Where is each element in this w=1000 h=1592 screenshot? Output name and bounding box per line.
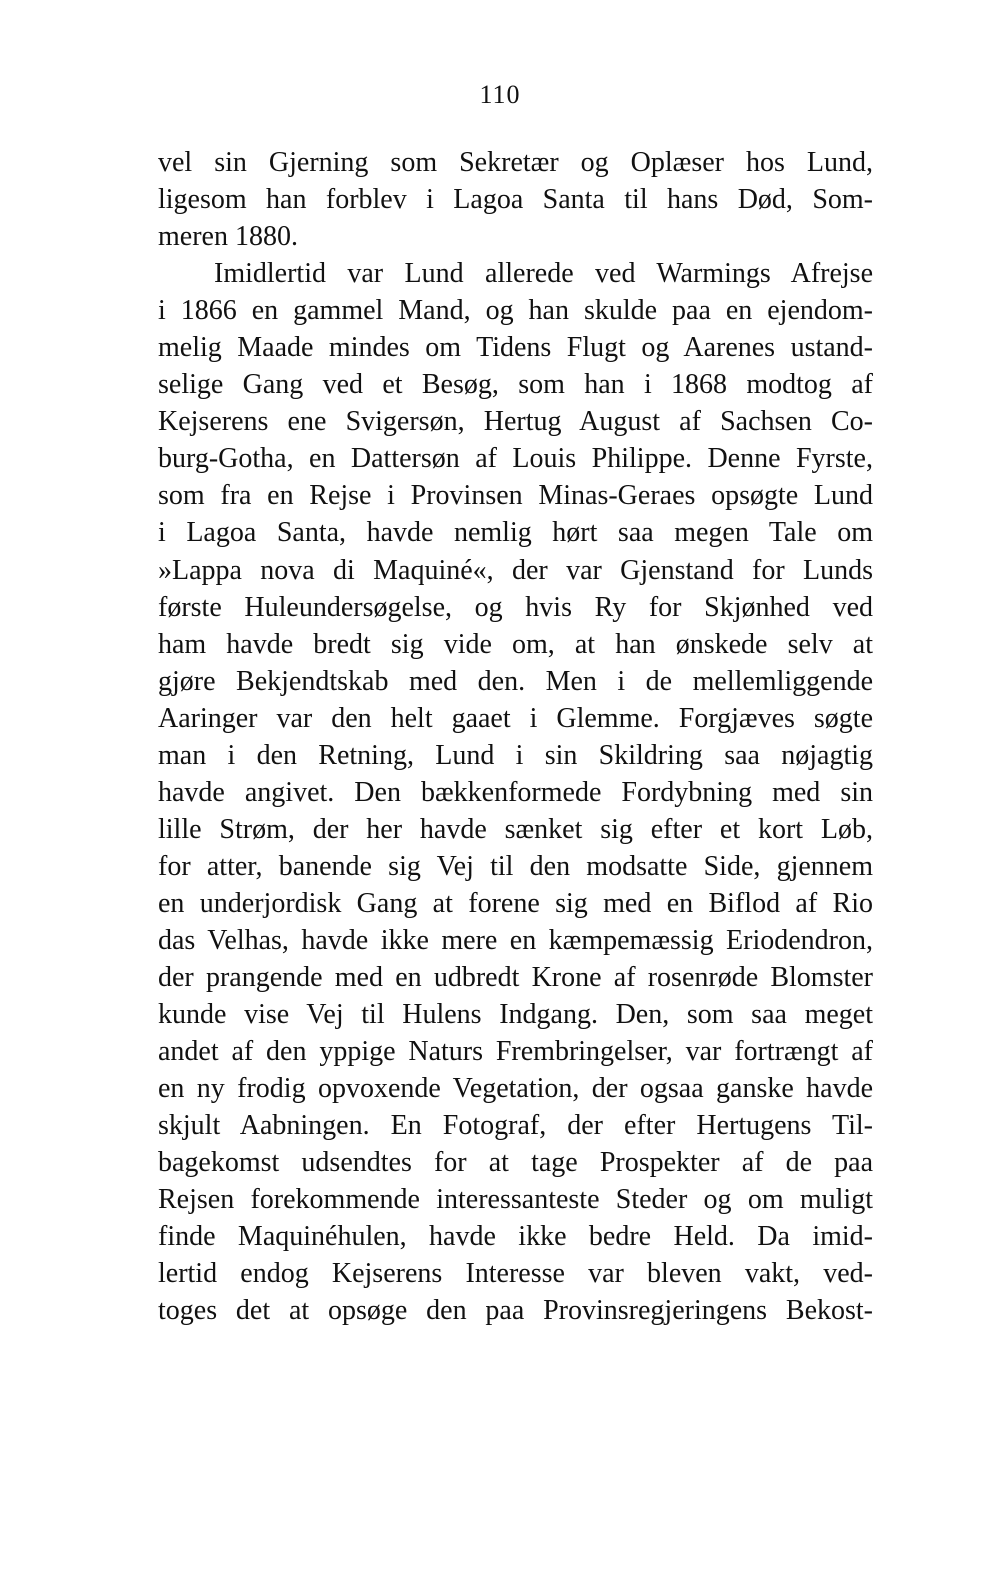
text-line: andet af den yppige Naturs Frembringelser, var fortrængt af bbox=[158, 1036, 873, 1068]
text-line: »Lappa nova di Maquiné«, der var Gjenstand for Lunds bbox=[158, 554, 873, 586]
text-line: melig Maade mindes om Tidens Flugt og Aarenes ustand- bbox=[158, 332, 873, 364]
text-line: bagekomst udsendtes for at tage Prospekter af de paa bbox=[158, 1147, 873, 1179]
text-line: gjøre Bekjendtskab med den. Men i de mellemliggende bbox=[158, 665, 873, 697]
text-line: Aaringer var den helt gaaet i Glemme. Forgjæves søgte bbox=[158, 702, 873, 734]
text-line: finde Maquinéhulen, havde ikke bedre Held. Da imid- bbox=[158, 1221, 873, 1253]
text-line: en ny frodig opvoxende Vegetation, der ogsaa ganske havde bbox=[158, 1073, 873, 1105]
text-line: man i den Retning, Lund i sin Skildring saa nøjagtig bbox=[158, 739, 873, 771]
text-line: havde angivet. Den bækkenformede Fordybning med sin bbox=[158, 776, 873, 808]
text-line: burg-Gotha, en Dattersøn af Louis Philippe. Denne Fyrste, bbox=[158, 443, 873, 475]
text-line: vel sin Gjerning som Sekretær og Oplæser hos Lund, bbox=[158, 147, 873, 178]
text-line: første Huleundersøgelse, og hvis Ry for Skjønhed ved bbox=[158, 591, 873, 623]
text-line: for atter, banende sig Vej til den modsatte Side, gjennem bbox=[158, 850, 873, 882]
page-number: 110 bbox=[479, 80, 521, 109]
text-line: das Velhas, havde ikke mere en kæmpemæssig Eriodendron, bbox=[158, 924, 873, 956]
text-line: ligesom han forblev i Lagoa Santa til hans Død, Som- bbox=[158, 184, 873, 216]
text-line: i Lagoa Santa, havde nemlig hørt saa megen Tale om bbox=[158, 517, 873, 549]
text-line: selige Gang ved et Besøg, som han i 1868 modtog af bbox=[158, 369, 873, 401]
text-line: lille Strøm, der her havde sænket sig efter et kort Løb, bbox=[158, 813, 873, 845]
text-line: en underjordisk Gang at forene sig med en Biflod af Rio bbox=[158, 887, 873, 919]
page-text bbox=[158, 144, 873, 1330]
text-line: i 1866 en gammel Mand, og han skulde paa en ejendom- bbox=[158, 295, 873, 327]
text-line: skjult Aabningen. En Fotograf, der efter Hertugens Til- bbox=[158, 1110, 873, 1142]
text-line: Kejserens ene Svigersøn, Hertug August af Sachsen Co- bbox=[158, 406, 873, 438]
text-line: meren 1880. bbox=[158, 221, 298, 253]
text-line: ham havde bredt sig vide om, at han ønskede selv at bbox=[158, 628, 873, 660]
text-line: som fra en Rejse i Provinsen Minas-Geraes opsøgte Lund bbox=[158, 480, 873, 512]
text-line: kunde vise Vej til Hulens Indgang. Den, som saa meget bbox=[158, 999, 873, 1031]
text-line: lertid endog Kejserens Interesse var bleven vakt, ved- bbox=[158, 1258, 873, 1290]
text-line: Rejsen forekommende interessanteste Steder og om muligt bbox=[158, 1184, 873, 1216]
text-line: toges det at opsøge den paa Provinsregjeringens Bekost- bbox=[158, 1295, 873, 1327]
text-line: der prangende med en udbredt Krone af rosenrøde Blomster bbox=[158, 962, 873, 994]
text-line: Imidlertid var Lund allerede ved Warmings Afrejse bbox=[214, 258, 873, 290]
